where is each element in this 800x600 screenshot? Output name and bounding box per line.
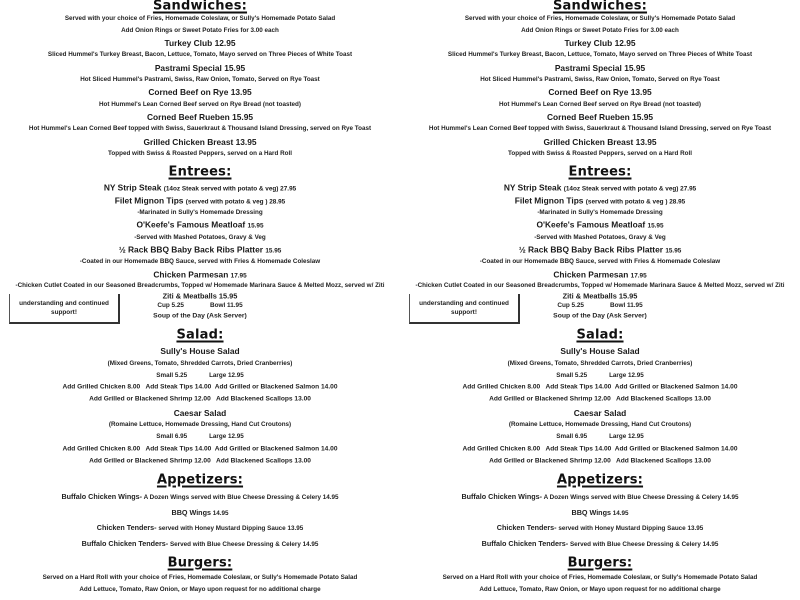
menu-item-desc: (Romaine Lettuce, Homemade Dressing, Hand Cut Croutons) bbox=[108, 420, 292, 428]
notice-line: support! bbox=[451, 309, 477, 316]
menu-item bbox=[400, 220, 800, 229]
sandwiches-heading: Sandwiches: bbox=[152, 0, 248, 14]
menu-item-name: Corned Beef on Rye 13.95 bbox=[548, 86, 652, 97]
menu-item-name: Chicken Parmesan bbox=[153, 269, 229, 280]
menu-item-note: (14oz Steak served with potato & veg) 27.95 bbox=[563, 185, 697, 193]
soup-cup-price: Cup 5.25 bbox=[557, 301, 584, 309]
menu-item-desc: Hot Hummel's Lean Corned Beef topped with Swiss, Sauerkraut & Thousand Island Dressing, served on Rye Toast bbox=[28, 124, 372, 132]
menu-item-name: Corned Beef Rueben 15.95 bbox=[146, 111, 254, 122]
salad-addons: Add Grilled Chicken 8.00 Add Steak Tips 14.00 Add Grilled or Blackened Salmon 14.00 bbox=[62, 445, 338, 453]
menu-page-right bbox=[400, 0, 800, 600]
burgers-note: Add Lettuce, Tomato, Raw Onion, or Mayo upon request for no additional charge bbox=[479, 585, 721, 593]
salad-heading: Salad: bbox=[176, 327, 224, 343]
menu-item-desc: -Chicken Cutlet Coated in our Seasoned Breadcrumbs, Topped w/ Homemade Marinara Sauce & Melted Mozz, served w/ Ziti bbox=[415, 281, 785, 289]
menu-item: BBQ Wings 14.95 bbox=[171, 507, 229, 517]
menu-item-desc: Hot Hummel's Lean Corned Beef topped with Swiss, Sauerkraut & Thousand Island Dressing, served on Rye Toast bbox=[428, 124, 772, 132]
menu-item bbox=[400, 245, 800, 254]
menu-item-name: O'Keefe's Famous Meatloaf bbox=[536, 219, 646, 230]
menu-item-name: NY Strip Steak bbox=[503, 182, 562, 193]
menu-item-note: (14oz Steak served with potato & veg) 27.95 bbox=[163, 185, 297, 193]
menu-item: Buffalo Chicken Tenders- Served with Blue Cheese Dressing & Celery 14.95 bbox=[81, 538, 319, 548]
appetizers-heading: Appetizers: bbox=[556, 472, 644, 488]
soup-of-day: Soup of the Day (Ask Server) bbox=[153, 312, 247, 320]
menu-item-desc: -Served with Mashed Potatoes, Gravy & Veg bbox=[534, 233, 666, 241]
salad-sizes: Small 6.95 Large 12.95 bbox=[156, 432, 244, 440]
menu-item-desc: -Marinated in Sully's Homemade Dressing bbox=[537, 208, 663, 216]
menu-item-desc: -Coated in our Homemade BBQ Sauce, served with Fries & Homemade Coleslaw bbox=[79, 257, 321, 265]
menu-item bbox=[400, 196, 800, 205]
menu-item-name: Pastrami Special 15.95 bbox=[554, 62, 646, 73]
menu-item-name: Caesar Salad bbox=[173, 407, 227, 418]
burgers-heading: Burgers: bbox=[567, 555, 633, 571]
menu-item-desc: (Mixed Greens, Tomato, Shredded Carrots, Dried Cranberries) bbox=[107, 359, 293, 367]
menu-item-note: 17.95 bbox=[630, 272, 647, 280]
menu-item-desc: -Marinated in Sully's Homemade Dressing bbox=[137, 208, 263, 216]
menu-item-desc: Topped with Swiss & Roasted Peppers, served on a Hard Roll bbox=[508, 149, 692, 157]
sandwiches-intro: Served with your choice of Fries, Homemade Coleslaw, or Sully's Homemade Potato Salad bbox=[464, 14, 736, 22]
menu-item-desc: Hot Hummel's Lean Corned Beef served on Rye Bread (not toasted) bbox=[499, 100, 701, 108]
menu-item-note: 15.95 bbox=[247, 222, 264, 230]
menu-item-note: (served with potato & veg ) 28.95 bbox=[185, 198, 286, 206]
salad-addons: Add Grilled or Blackened Shrimp 12.00 Add Blackened Scallops 13.00 bbox=[489, 395, 711, 403]
menu-item: Chicken Tenders- served with Honey Mustard Dipping Sauce 13.95 bbox=[96, 522, 304, 532]
soup-cup-price: Cup 5.25 bbox=[157, 301, 184, 309]
menu-item-note: 15.95 bbox=[265, 247, 282, 255]
salad-sizes: Small 6.95 Large 12.95 bbox=[556, 432, 644, 440]
menu-item: Buffalo Chicken Wings- A Dozen Wings served with Blue Cheese Dressing & Celery 14.95 bbox=[61, 491, 339, 501]
appetizers-heading: Appetizers: bbox=[156, 472, 244, 488]
menu-item-desc: (Mixed Greens, Tomato, Shredded Carrots, Dried Cranberries) bbox=[507, 359, 693, 367]
sandwiches-heading: Sandwiches: bbox=[552, 0, 648, 14]
menu-item-name: Sully's House Salad bbox=[560, 345, 640, 356]
menu-item bbox=[0, 196, 400, 205]
menu-item-desc: Hot Hummel's Lean Corned Beef served on Rye Bread (not toasted) bbox=[99, 100, 301, 108]
menu-item bbox=[0, 220, 400, 229]
notice-line: understanding and continued bbox=[419, 300, 509, 307]
ziti-meatballs-item: Ziti & Meatballs 15.95 bbox=[162, 291, 238, 301]
menu-item-note: 17.95 bbox=[230, 272, 247, 280]
salad-sizes: Small 5.25 Large 12.95 bbox=[156, 371, 244, 379]
menu-item-name: ½ Rack BBQ Baby Back Ribs Platter bbox=[518, 244, 663, 255]
sandwiches-intro: Served with your choice of Fries, Homemade Coleslaw, or Sully's Homemade Potato Salad bbox=[64, 14, 336, 22]
menu-item bbox=[0, 183, 400, 192]
menu-item: BBQ Wings 14.95 bbox=[571, 507, 629, 517]
salad-heading: Salad: bbox=[576, 327, 624, 343]
menu-item bbox=[400, 183, 800, 192]
salad-addons: Add Grilled or Blackened Shrimp 12.00 Add Blackened Scallops 13.00 bbox=[489, 457, 711, 465]
menu-item: Chicken Tenders- served with Honey Mustard Dipping Sauce 13.95 bbox=[496, 522, 704, 532]
menu-item-name: Grilled Chicken Breast 13.95 bbox=[543, 136, 657, 147]
menu-item-desc: (Romaine Lettuce, Homemade Dressing, Hand Cut Croutons) bbox=[508, 420, 692, 428]
menu-item-desc: Hot Sliced Hummel's Pastrami, Swiss, Raw Onion, Tomato, Served on Rye Toast bbox=[80, 75, 320, 83]
menu-item-note: 15.95 bbox=[647, 222, 664, 230]
menu-item-name: O'Keefe's Famous Meatloaf bbox=[136, 219, 246, 230]
menu-item-name: ½ Rack BBQ Baby Back Ribs Platter bbox=[118, 244, 263, 255]
menu-item-note: (served with potato & veg ) 28.95 bbox=[585, 198, 686, 206]
menu-item-name: Corned Beef on Rye 13.95 bbox=[148, 86, 252, 97]
sandwiches-addon-note: Add Onion Rings or Sweet Potato Fries for 3.00 each bbox=[521, 26, 679, 34]
menu-item-name: Sully's House Salad bbox=[160, 345, 240, 356]
menu-item: Buffalo Chicken Wings- A Dozen Wings served with Blue Cheese Dressing & Celery 14.95 bbox=[461, 491, 739, 501]
burgers-intro: Served on a Hard Roll with your choice of Fries, Homemade Coleslaw, or Sully's Homemade Potato Salad bbox=[442, 573, 758, 581]
notice-line: understanding and continued bbox=[19, 300, 109, 307]
menu-item-desc: -Chicken Cutlet Coated in our Seasoned Breadcrumbs, Topped w/ Homemade Marinara Sauce & Melted Mozz, served w/ Ziti bbox=[15, 281, 385, 289]
burgers-intro: Served on a Hard Roll with your choice of Fries, Homemade Coleslaw, or Sully's Homemade Potato Salad bbox=[42, 573, 358, 581]
notice-box bbox=[409, 294, 520, 324]
menu-item-desc: -Served with Mashed Potatoes, Gravy & Veg bbox=[134, 233, 266, 241]
menu-item-name: Turkey Club 12.95 bbox=[564, 37, 636, 48]
salad-addons: Add Grilled or Blackened Shrimp 12.00 Add Blackened Scallops 13.00 bbox=[89, 457, 311, 465]
notice-box bbox=[9, 294, 120, 324]
salad-addons: Add Grilled Chicken 8.00 Add Steak Tips 14.00 Add Grilled or Blackened Salmon 14.00 bbox=[462, 383, 738, 391]
salad-sizes: Small 5.25 Large 12.95 bbox=[556, 371, 644, 379]
menu-item-desc: Sliced Hummel's Turkey Breast, Bacon, Lettuce, Tomato, Mayo served on Three Pieces of White Toast bbox=[447, 50, 753, 58]
menu-item-desc: Hot Sliced Hummel's Pastrami, Swiss, Raw Onion, Tomato, Served on Rye Toast bbox=[480, 75, 720, 83]
soup-bowl-price: Bowl 11.95 bbox=[609, 301, 643, 309]
burgers-heading: Burgers: bbox=[167, 555, 233, 571]
menu-item-name: Turkey Club 12.95 bbox=[164, 37, 236, 48]
menu-item-name: Pastrami Special 15.95 bbox=[154, 62, 246, 73]
menu-item-note: 15.95 bbox=[665, 247, 682, 255]
menu-item bbox=[0, 270, 400, 279]
salad-addons: Add Grilled Chicken 8.00 Add Steak Tips 14.00 Add Grilled or Blackened Salmon 14.00 bbox=[62, 383, 338, 391]
entrees-heading: Entrees: bbox=[168, 164, 232, 180]
menu-item-name: Caesar Salad bbox=[573, 407, 627, 418]
menu-item: Buffalo Chicken Tenders- Served with Blue Cheese Dressing & Celery 14.95 bbox=[481, 538, 719, 548]
soup-bowl-price: Bowl 11.95 bbox=[209, 301, 243, 309]
menu-item-name: Filet Mignon Tips bbox=[514, 195, 584, 206]
menu-item-name: NY Strip Steak bbox=[103, 182, 162, 193]
sandwiches-addon-note: Add Onion Rings or Sweet Potato Fries for 3.00 each bbox=[121, 26, 279, 34]
menu-item-desc: Topped with Swiss & Roasted Peppers, served on a Hard Roll bbox=[108, 149, 292, 157]
menu-item bbox=[400, 270, 800, 279]
menu-item-desc: -Coated in our Homemade BBQ Sauce, served with Fries & Homemade Coleslaw bbox=[479, 257, 721, 265]
burgers-note: Add Lettuce, Tomato, Raw Onion, or Mayo upon request for no additional charge bbox=[79, 585, 321, 593]
menu-item-name: Corned Beef Rueben 15.95 bbox=[546, 111, 654, 122]
salad-addons: Add Grilled or Blackened Shrimp 12.00 Add Blackened Scallops 13.00 bbox=[89, 395, 311, 403]
entrees-heading: Entrees: bbox=[568, 164, 632, 180]
ziti-meatballs-item: Ziti & Meatballs 15.95 bbox=[562, 291, 638, 301]
menu-item-desc: Sliced Hummel's Turkey Breast, Bacon, Lettuce, Tomato, Mayo served on Three Pieces of White Toast bbox=[47, 50, 353, 58]
menu-item-name: Filet Mignon Tips bbox=[114, 195, 184, 206]
menu-item-name: Grilled Chicken Breast 13.95 bbox=[143, 136, 257, 147]
menu-item bbox=[0, 245, 400, 254]
notice-line: support! bbox=[51, 309, 77, 316]
menu-item-name: Chicken Parmesan bbox=[553, 269, 629, 280]
salad-addons: Add Grilled Chicken 8.00 Add Steak Tips 14.00 Add Grilled or Blackened Salmon 14.00 bbox=[462, 445, 738, 453]
soup-of-day: Soup of the Day (Ask Server) bbox=[553, 312, 647, 320]
